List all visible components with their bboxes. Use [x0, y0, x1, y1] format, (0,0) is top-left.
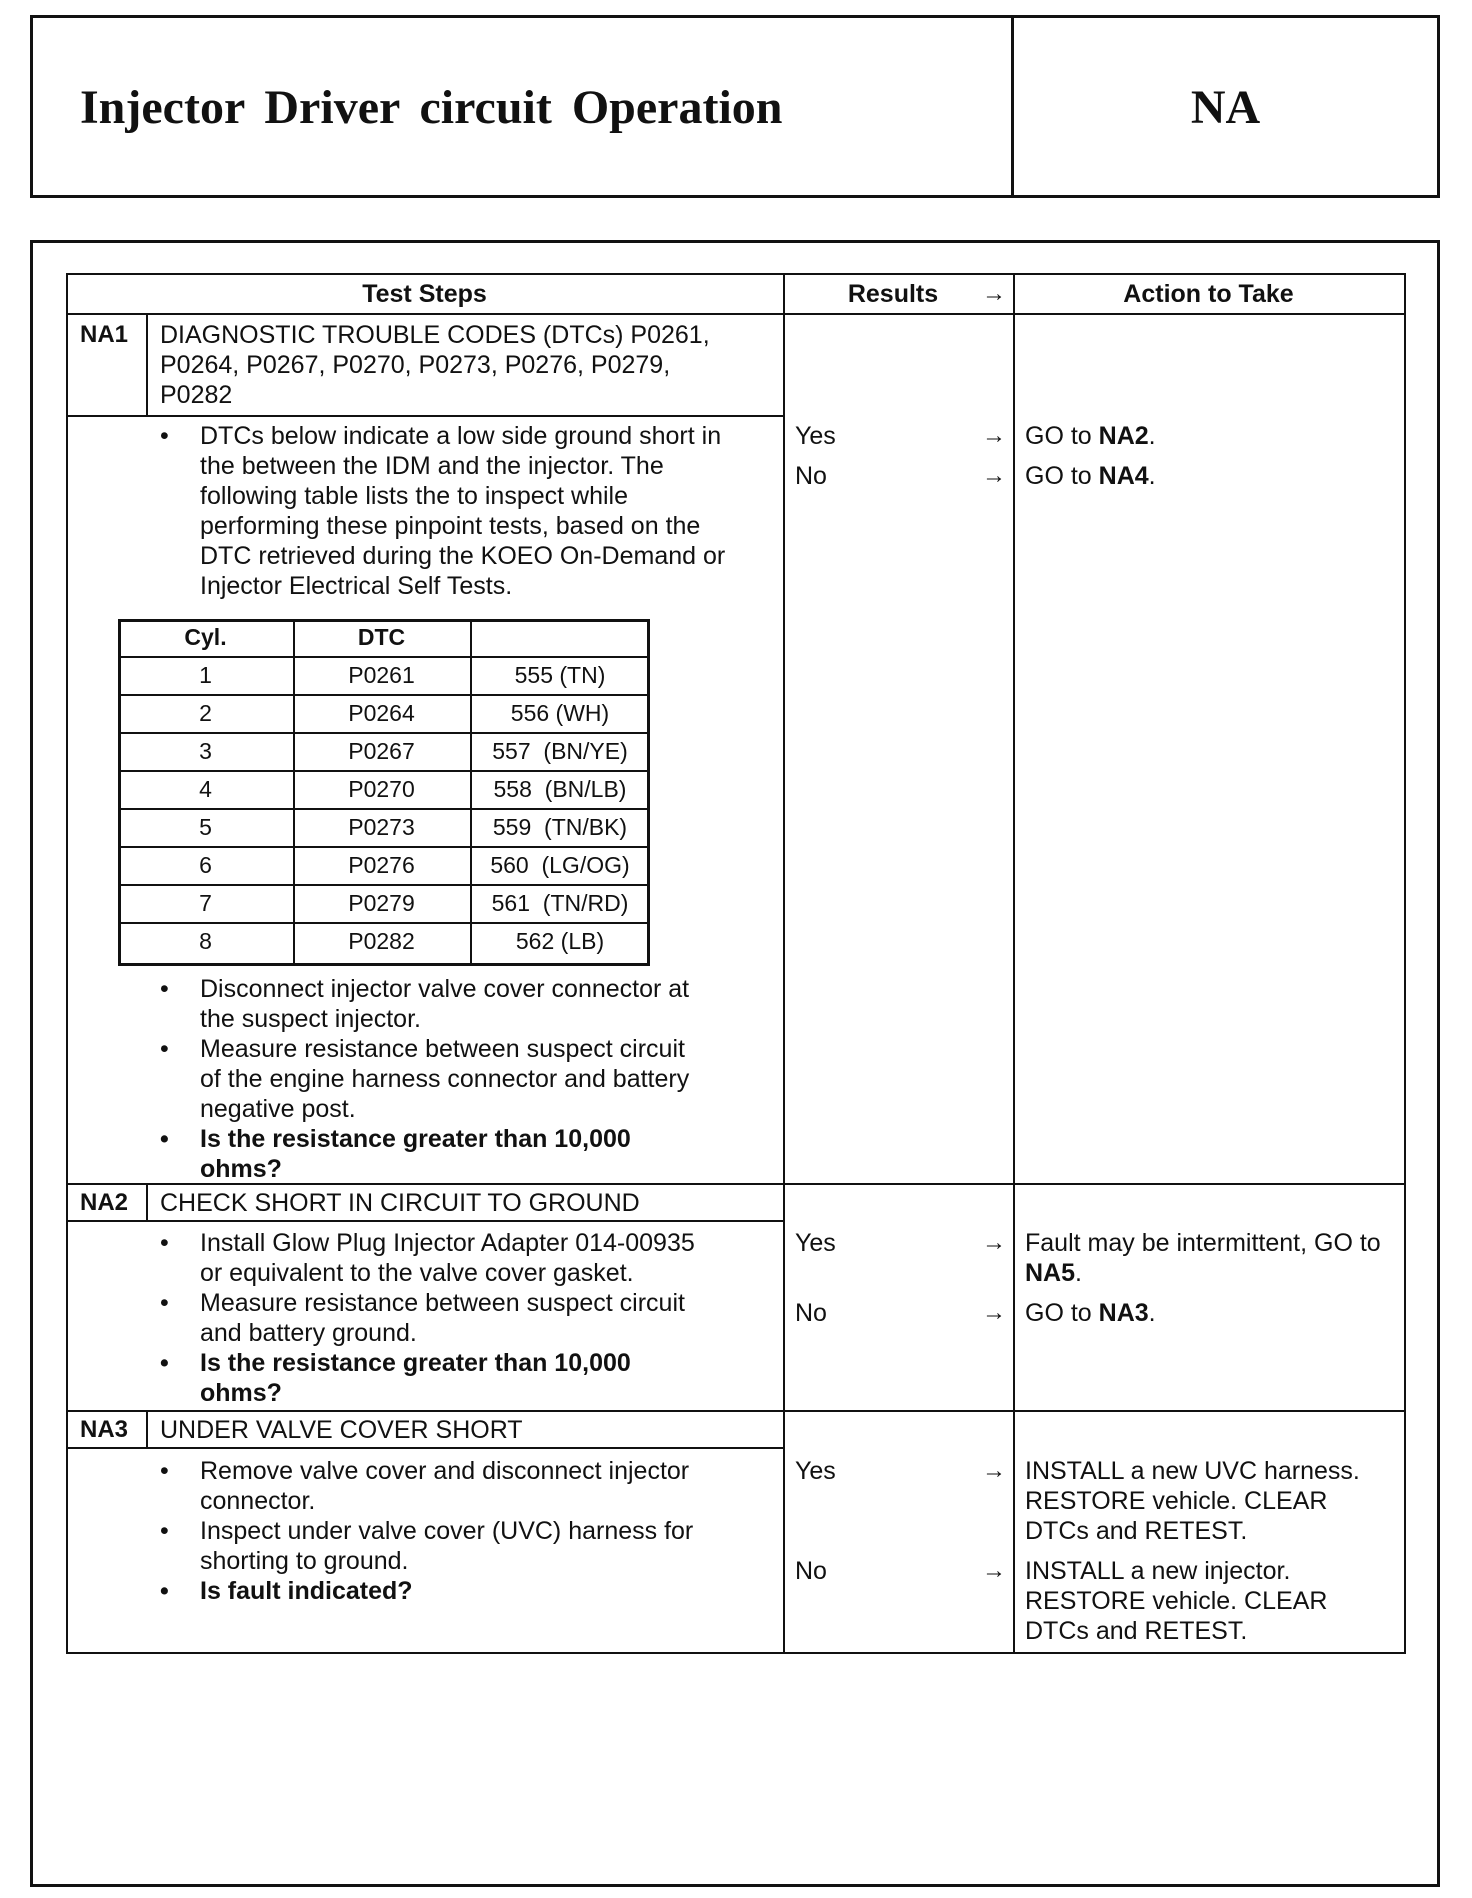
na3-result-no: No	[795, 1557, 827, 1585]
bullet-dot: •	[160, 1289, 169, 1317]
col-header-test-steps: Test Steps	[362, 280, 487, 308]
na2-result-no: No	[795, 1299, 827, 1327]
arrow-icon: →	[982, 1457, 1006, 1484]
dtc-circuit: 562 (LB)	[515, 928, 605, 954]
dtc-cyl: 2	[199, 700, 212, 726]
na3-action-yes-line-3: DTCs and RETEST.	[1025, 1517, 1248, 1545]
na1-title-line-1: DIAGNOSTIC TROUBLE CODES (DTCs) P0261,	[160, 321, 710, 349]
na1-b2-line-1: Disconnect injector valve cover connector at	[200, 975, 690, 1003]
section-code: NA	[1190, 81, 1261, 134]
na3-b2-line-1: Inspect under valve cover (UVC) harness for	[200, 1517, 694, 1545]
action-col-divider	[1013, 273, 1015, 1653]
bullet-dot: •	[160, 422, 169, 450]
dtc-cyl: 8	[199, 928, 212, 954]
na1-step-id: NA1	[80, 321, 129, 348]
arrow-icon: →	[982, 1229, 1006, 1256]
dtc-row-divider	[118, 808, 650, 810]
na1-b1-line-5: DTC retrieved during the KOEO On-Demand or	[200, 542, 726, 570]
dtc-cyl: 5	[199, 814, 212, 840]
na3-b1-line-1: Remove valve cover and disconnect injector	[200, 1457, 690, 1485]
na2-top-border	[66, 1183, 1406, 1185]
bullet-dot: •	[160, 1229, 169, 1257]
bullet-dot: •	[160, 975, 169, 1003]
na1-b1-line-1: DTCs below indicate a low side ground short in	[200, 422, 722, 450]
action-suffix: .	[1148, 1299, 1156, 1327]
na2-b2-line-2: and battery ground.	[200, 1319, 417, 1347]
bullet-dot: •	[160, 1349, 169, 1377]
na2-title-bottom	[66, 1220, 783, 1222]
dtc-cyl: 7	[199, 890, 212, 916]
na3-action-no-line-1: INSTALL a new injector.	[1025, 1557, 1291, 1585]
na1-title-line-2: P0264, P0267, P0270, P0273, P0276, P0279,	[160, 351, 671, 379]
na3-question-text: Is fault indicated?	[200, 1577, 413, 1605]
na1-b1-line-3: following table lists the to inspect while	[200, 482, 629, 510]
na1-title-line-3: P0282	[160, 381, 233, 409]
bullet-dot: •	[160, 1577, 169, 1605]
na1-b2-line-2: the suspect injector.	[200, 1005, 421, 1033]
arrow-icon: →	[982, 1299, 1006, 1326]
na3-b1-line-2: connector.	[200, 1487, 316, 1515]
na1-result-yes: Yes	[795, 422, 836, 450]
na1-result-no: No	[795, 462, 827, 490]
results-col-divider	[783, 273, 785, 1653]
na3-b2-line-2: shorting to ground.	[200, 1547, 409, 1575]
na2-action-yes-line-1: Fault may be intermittent, GO to	[1025, 1229, 1381, 1257]
na1-action-yes	[1025, 421, 1156, 451]
arrow-icon: →	[982, 462, 1006, 489]
na1-b1-line-6: Injector Electrical Self Tests.	[200, 572, 513, 600]
dtc-cyl: 3	[199, 738, 212, 764]
na3-action-yes-line-1: INSTALL a new UVC harness.	[1025, 1457, 1360, 1485]
dtc-code: P0261	[348, 662, 415, 688]
action-step-ref: NA4	[1098, 462, 1149, 490]
na2-q-line-2: ohms?	[200, 1379, 282, 1407]
na3-action-no-line-3: DTCs and RETEST.	[1025, 1617, 1248, 1645]
na3-action-yes-line-2: RESTORE vehicle. CLEAR	[1025, 1487, 1328, 1515]
action-text: GO to	[1025, 462, 1099, 490]
na1-q-line-1: Is the resistance greater than 10,000	[200, 1125, 631, 1153]
dtc-cyl: 6	[199, 852, 212, 878]
dtc-code: P0264	[348, 700, 415, 726]
table-right-border	[1404, 273, 1406, 1653]
dtc-code: P0276	[348, 852, 415, 878]
na2-result-yes: Yes	[795, 1229, 836, 1257]
col-header-action: Action to Take	[1123, 280, 1294, 308]
action-suffix: .	[1148, 462, 1156, 490]
na2-action-yes-line-2	[1025, 1258, 1082, 1288]
bullet-dot: •	[160, 1517, 169, 1545]
action-suffix: .	[1075, 1259, 1082, 1287]
dtc-circuit: 559 (TN/BK)	[492, 814, 628, 840]
dtc-code: P0279	[348, 890, 415, 916]
na3-title-bottom	[66, 1447, 783, 1449]
na2-step-id: NA2	[80, 1189, 129, 1216]
dtc-code: P0282	[348, 928, 415, 954]
table-header-bottom	[66, 313, 1406, 315]
na2-b1-line-2: or equivalent to the valve cover gasket.	[200, 1259, 634, 1287]
na1-b1-line-4: performing these pinpoint tests, based on the	[200, 512, 701, 540]
na3-id-divider	[146, 1410, 148, 1448]
dtc-header-dtc: DTC	[357, 624, 406, 650]
dtc-row-divider	[118, 846, 650, 848]
action-step-ref: NA5	[1025, 1259, 1076, 1287]
dtc-circuit: 561 (TN/RD)	[491, 890, 629, 916]
table-top-border	[66, 273, 1406, 275]
arrow-icon: →	[982, 1557, 1006, 1584]
na2-q-line-1: Is the resistance greater than 10,000	[200, 1349, 631, 1377]
na3-result-yes: Yes	[795, 1457, 836, 1485]
na3-title: UNDER VALVE COVER SHORT	[160, 1416, 523, 1444]
na1-b1-line-2: the between the IDM and the injector. The	[200, 452, 664, 480]
table-left-border	[66, 273, 68, 1653]
na1-b3-line-1: Measure resistance between suspect circuit	[200, 1035, 685, 1063]
col-header-results: Results	[847, 280, 939, 308]
dtc-circuit: 555 (TN)	[514, 662, 606, 688]
dtc-row-divider	[118, 732, 650, 734]
action-step-ref: NA2	[1098, 422, 1149, 450]
dtc-circuit: 556 (WH)	[510, 700, 610, 726]
na1-id-divider	[146, 313, 148, 416]
dtc-cyl: 1	[199, 662, 212, 688]
action-suffix: .	[1148, 422, 1156, 450]
na2-action-no	[1025, 1298, 1156, 1328]
na3-step-id: NA3	[80, 1416, 129, 1443]
dtc-row-divider	[118, 770, 650, 772]
na2-b2-line-1: Measure resistance between suspect circuit	[200, 1289, 685, 1317]
dtc-cyl: 4	[199, 776, 212, 802]
na1-b3-line-2: of the engine harness connector and battery	[200, 1065, 690, 1093]
action-step-ref: NA3	[1098, 1299, 1149, 1327]
dtc-code: P0267	[348, 738, 415, 764]
dtc-header-cyl: Cyl.	[184, 624, 227, 650]
na3-action-no-line-2: RESTORE vehicle. CLEAR	[1025, 1587, 1328, 1615]
bullet-dot: •	[160, 1457, 169, 1485]
action-text: GO to	[1025, 422, 1099, 450]
dtc-circuit: 558 (BN/LB)	[493, 776, 627, 802]
dtc-circuit: 560 (LG/OG)	[490, 852, 630, 878]
na2-id-divider	[146, 1183, 148, 1221]
dtc-code: P0273	[348, 814, 415, 840]
na1-q-line-2: ohms?	[200, 1155, 282, 1183]
page-title: Injector Driver circuit Operation	[80, 81, 783, 134]
table-bottom-border	[66, 1652, 1406, 1654]
dtc-row-divider	[118, 884, 650, 886]
na2-title: CHECK SHORT IN CIRCUIT TO GROUND	[160, 1189, 640, 1217]
dtc-row-divider	[118, 922, 650, 924]
arrow-icon: →	[982, 422, 1006, 449]
dtc-row-divider	[118, 656, 650, 658]
na2-b1-line-1: Install Glow Plug Injector Adapter 014-00935	[200, 1229, 695, 1257]
dtc-row-divider	[118, 694, 650, 696]
na1-title-bottom	[66, 415, 783, 417]
dtc-code: P0270	[348, 776, 415, 802]
na1-b3-line-3: negative post.	[200, 1095, 356, 1123]
na3-top-border	[66, 1410, 1406, 1412]
action-text: GO to	[1025, 1299, 1099, 1327]
dtc-circuit: 557 (BN/YE)	[492, 738, 628, 764]
col-header-arrow-icon: →	[982, 280, 1006, 307]
bullet-dot: •	[160, 1035, 169, 1063]
bullet-dot: •	[160, 1125, 169, 1153]
na1-action-no	[1025, 461, 1156, 491]
